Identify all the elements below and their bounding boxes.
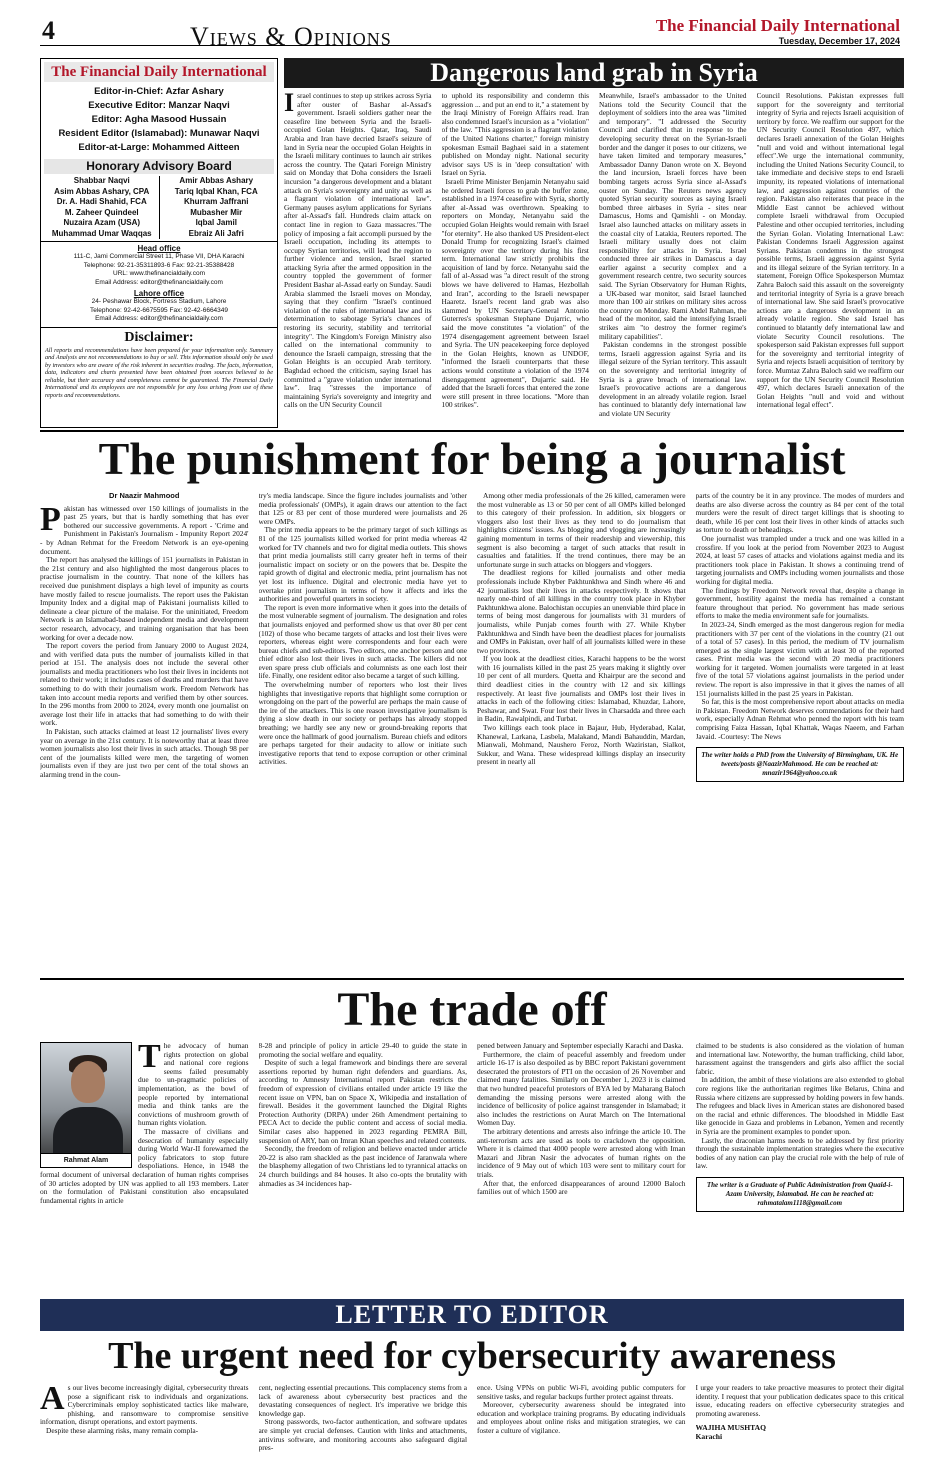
head-office-line: URL: www.thefinancialdaily.com: [113, 270, 205, 277]
letter-column: [259, 1384, 468, 1478]
article-column: [599, 92, 747, 426]
board-member: Tariq Iqbal Khan, FCA: [174, 186, 258, 196]
head-office-line: Email Address: editor@thefinancialdaily.com: [95, 278, 223, 286]
publication-date: Tuesday, December 17, 2024: [778, 36, 900, 46]
lahore-office-title: Lahore office: [133, 289, 185, 298]
dropcap: P: [40, 500, 61, 538]
paragraph: to uphold its responsibility and condemn this aggression ... and put an end to it," a statement by the Iraqi Ministry of Foreign Affairs read. Iran also condemned Israel's incursion as a "violation" of the law. "This aggression is a flagrant violation of the United Nations charter," foreign ministry spokesman Esmail Baghaei said in a statement published on Monday night. National security advisor says US is in 'deep consultation' with Israel on Syria.: [441, 92, 589, 178]
paragraph: After that, the enforced disappearances of around 12000 Baloch families out of which 1500 are: [477, 1178, 686, 1197]
author-photo-caption: Rahmat Alam: [41, 1153, 131, 1167]
dropcap: T: [138, 1042, 161, 1075]
article-column: [259, 492, 468, 974]
article-column: [40, 492, 249, 974]
paragraph: claimed to be students is also considered as the violation of human and international law. Noteworthy, the human trafficking, child labor, harassment against the transgenders and girls also afflict the social fabric.: [695, 1042, 904, 1076]
publication-name: The Financial Daily International: [655, 16, 900, 35]
paragraph: akistan has witnessed over 150 killings of journalists in the past 25 years, but that is hardly something that has ever bothered our successive governments. A report - 'Crime and Punishment in Pakistan's Journalism - Impunity Report 2024' - by Adnan Rehmat for the Freedom Network is an eye-opening document.: [40, 503, 249, 556]
paragraph: Furthermore, the claim of peaceful assembly and freedom under article 16-17 is also despoiled as by BBC report Pakistani government desecrated the protestors of PTI on the occasion of 26 November and claimed many fatalities. Similarly on December 1, 2023 it is claimed that two hundred peaceful protestors of BYA led by Maharang Baloch demanding the missing persons were arrested along with the incidence of bellicosity of police against transgender in Islamabad; it also includes the restrictions on Aurat March on The International Women Day.: [477, 1049, 686, 1128]
paragraph: Despite of such a legal framework and bindings there are several assertions reported by human right defenders and guardians. As, according to Amnesty International report Pakistan restricts the freedom of expression of civilians entailed under article 19 like the recent issue on VPN, ban on Space X, Wikipedia and installation of firewall. Besides it the government launched the Digital Rights Protection Authority (DRPA) under 26th Amendment pertaining to PECA Act to decide the public content and access of social media. Similar cases also happened in 2023 regarding PEMRA Bill, suspension of ARY, ban on Imran Khan speeches and related contents.: [258, 1058, 467, 1145]
byline: Dr Naazir Mahmood: [109, 492, 180, 500]
head-office-title: Head office: [137, 244, 181, 253]
divider: [40, 430, 904, 432]
paragraph: Two killings each took place in Bajaur, Hub, Hyderabad, Kalat, Khanewal, Larkana, Lasbela, Malakand, Mandi Bahauddin, Mardan, Mianwali, Mohmand, Naushero Feroz, North Waziristan, Sialkot, Sukkur, and Wana. These widespread killings display an insecurity present in nearly all: [477, 723, 686, 767]
paragraph: ence. Using VPNs on public Wi-Fi, avoiding public computers for sensitive tasks, and regular backups further protect against threats.: [477, 1384, 686, 1401]
advisory-board: [41, 174, 277, 242]
paragraph: try's media landscape. Since the figure includes journalists and 'other media professionals' (OMPs), it again draws our attention to the fact that 125 or 83 per cent of those murdered were journalists and 26 were OMPs.: [258, 492, 467, 526]
paragraph: The massacre of civilians and desecration of humanity especially during World War-II forewarned the policy fabricators to stop future despoliations. Hence, in 1948 the formal document of universal declaration of human rights comprises of 30 articles adopted by UN was applied to all 193 members. Later on the formulation of Pakistani constitution also encapsulated fundamental rights in article: [40, 1126, 249, 1205]
article-column: [259, 1042, 468, 1288]
advisory-board-left: [45, 176, 159, 239]
staff-line: Editor: Agha Masood Hussain: [91, 114, 227, 125]
board-member: Ebraiz Ali Jafri: [188, 228, 244, 238]
paragraph: Pakistan condemns in the strongest possible terms, Israeli aggression against Syria and its illegal seizure of the Syrian territory. This assault on the sovereignty and territorial integrity of Syria is a grave breach of international law. Israel's provocative actions are a dangerous development in an already volatile region. Israel has continued to blatantly defy international law and violate UN Security: [599, 340, 747, 418]
advisory-board-right: [159, 176, 274, 239]
board-member: Mubasher Mir: [190, 207, 243, 217]
writer-note: The writer is a Graduate of Public Administration from Quaid-i-Azam University, Islamabad. He can be reached at: rahmatalam1118@gmail.com: [696, 1177, 905, 1212]
paragraph: The deadliest regions for killed journalists and other media professionals include Khyber Pakhtunkhwa and Sindh where 46 and 42 journalists lost their lives in attacks respectively. It shows that nearly one-third of all killings in the country took place in Khyber Pakhtunkhwa alone. Balochistan occupies an unenviable third place in terms of being most dangerous for journalists with 31 murders of journalists, while Punjab comes fourth with 27. While Khyber Pakhtunkhwa and Sindh have been the deadliest places for journalists and OMPs in Pakistan, over half of all journalists killed were in these two provinces.: [477, 568, 686, 655]
paragraph: pened between January and September especially Karachi and Daska.: [477, 1042, 684, 1050]
article-column: [477, 1042, 686, 1288]
paragraph: One journalist was trampled under a truck and one was killed in a crossfire. If you look at the period from November 2023 to August 2024, at least 57 cases of attacks and violations against media and its practitioners took place in Pakistan. It shows a continuing trend of targeting journalists and OMPs including women journalists and those working for digital media.: [695, 533, 904, 586]
paragraph: In Pakistan, such attacks claimed at least 12 journalists' lives every year on average in the 21st century. It is noteworthy that at least three women journalists also lost their lives in such attacks. Though 98 per cent of the journalists killed were men, the targeting of women journalists even if they are just two per cent of the total shows an alarming trend in the coun-: [40, 727, 249, 779]
board-member: M. Zaheer Quindeel: [64, 207, 139, 217]
board-member: Khurram Jaffrani: [184, 197, 249, 206]
paragraph: Despite these alarming risks, many remain compla-: [46, 1425, 199, 1435]
article-headline-syria: Dangerous land grab in Syria: [284, 58, 904, 88]
divider: [40, 978, 904, 980]
staff-line: Editor-in-Chief: Azfar Ashary: [94, 86, 224, 97]
writer-note: The writer holds a PhD from the University of Birmingham, UK. He tweets/posts @NaazirMahmood. He can be reached at: mnazir1964@yahoo.co.uk: [696, 747, 905, 782]
paragraph: The arbitrary detentions and arrests also infringe the article 10. The anti-terrorism acts are used as tools to crackdown the opposition. Where it is claimed that 4000 people were arrested along with Iman Mazari and Jibran Nasir the advocates of human rights on the incidence of 9 May out of which 103 were sent to military court for trials.: [477, 1126, 686, 1179]
lahore-office-line: Telephone: 92-42-6675595 Fax: 92-42-6664349: [89, 306, 229, 314]
letter-headline: The urgent need for cybersecurity awareness: [108, 1335, 836, 1377]
paragraph: s our lives become increasingly digital, cybersecurity threats pose a significant risk to individuals and organizations. Cybercriminals employ sophisticated tactics like malware, phishing, and ransomware to compromise sensitive information, disrupt operations, and extort payments.: [40, 1384, 249, 1427]
section-title: Views & Opinions: [190, 22, 392, 51]
paragraph: 8-28 and principle of policy in article 29-40 to guide the state in promoting the social welfare and equality.: [258, 1042, 467, 1059]
disclaimer-text: All reports and recommendations have been prepared for your information only. Summary and Analysis are not recommendations to buy or sell. This information should only be used by investors who are aware of the risk inherent in securities trading. The facts, information, data, indicators and charts presented have been obtained from sources believed to be reliable, but their accuracy and completeness cannot be guaranteed. The Financial Daily International and its employees are not responsible for any loss arising from use of these reports and recommendations.: [45, 346, 273, 400]
head-office-line: 111-C, Jami Commercial Street 11, Phase VII, DHA Karachi: [73, 253, 245, 260]
dropcap: A: [40, 1384, 65, 1417]
paragraph: I urge your readers to take proactive measures to protect their digital identity. I request that your publication dedicates space to this critical issue, educating readers on effective cybersecurity strategies and promoting awareness.: [695, 1384, 904, 1418]
paragraph: Lastly, the draconian harms needs to be addressed by first priority through the sustainable implementation strategies where the executive bodies of any nation can play the crucial role with the help of rule of law.: [695, 1135, 904, 1171]
article-column: [284, 92, 432, 426]
article-headline-journalist: The punishment for being a journalist: [98, 433, 846, 484]
disclaimer-title: Disclaimer:: [41, 327, 277, 346]
letter-to-editor-banner: LETTER TO EDITOR: [40, 1299, 904, 1331]
article-column: [40, 1042, 249, 1288]
board-member: Shabbar Naqvi: [73, 176, 130, 185]
letter-body: [40, 1384, 904, 1478]
article-column: [696, 492, 905, 974]
article-column: [757, 92, 905, 426]
author-photo: [40, 1042, 132, 1168]
paragraph: parts of the country be it in any province. The modes of murders and deaths are also diverse across the country as 84 per cent of the total murders were the result of direct target killings that is shooting to death, while 16 per cent lost their lives in other kinds of attacks such as torture to death or beheadings.: [695, 492, 904, 535]
paragraph: In 2023-24, Sindh emerged as the most dangerous region for media practitioners with 37 per cent of the violations in the country (21 out of a total of 57 cases). In this period, the medium of TV journalism emerged as the single largest victim with at least 30 of the reported cases. Print media was the second with 20 media practitioners working for it targeted. Women journalists were targeted in at least five of the total 57 violations against journalists in the period under review. The report is also impressive in that it gives the names of all 151 journalists killed in the past 25 years in Pakistan.: [695, 619, 904, 698]
author-photo-body: [53, 1107, 123, 1157]
paragraph: Israeli Prime Minister Benjamin Netanyahu said he ordered Israeli forces to grab the buffer zone, established in a 1974 ceasefire with Syria, shortly after al-Assad was overthrown. Speaking to reporters on Monday, Netanyahu said the occupied Golan Heights would remain with Israel "for eternity". He also thanked US President-elect Donald Trump for recognizing Israel's claimed sovereignty over the territory during his first term. International law strictly prohibits the acquisition of land by force. Netanyahu said the fall of al-Assad was "a direct result of the strong blows we have delivered to Hamas, Hezbollah and Iran", according to the Israeli newspaper Haaretz. Israel's recent land grab was also slammed by UN Secretary-General Antonio Guterres's spokesman Stephane Dujarric, who said the move constitutes "a violation" of the 1974 disengagement agreement between Israel and Syria. The UN peacekeeping force deployed in the Golan Heights, known as UNDOF, "informed the Israeli counterparts that these actions would constitute a violation of the 1974 disengagement agreement", Dujarric said. He added that the Israeli forces that entered the zone were still present in three locations. "More than 100 strikes".: [441, 176, 589, 410]
paragraph: The overwhelming number of reporters who lost their lives highlights that investigative reports that highlight some corruption or wrongdoing on the part of the powerful are perhaps the main cause of the ire of the attackers. This is one reason investigative journalism is dying a slow death in our society or perhaps has already stopped breathing; we hardly see any new or ground-breaking reports that were once the hallmark of good journalism. Bureau chiefs and editors are perhaps targeted for their audacity to allow or initiate such investigative reports that tend to expose corruption or other criminal activities.: [258, 680, 467, 767]
paragraph: Strong passwords, two-factor authentication, and software updates are simple yet crucial defenses. Caution with links and attachments, antivirus software, and monitoring accounts also safeguard digital pres-: [258, 1417, 467, 1453]
staff-line: Editor-at-Large: Mohammed Aitteen: [78, 142, 240, 153]
paragraph: Moreover, cybersecurity awareness should be integrated into education and workplace training programs. By educating individuals and employees about online risks and mitigation strategies, we can foster a culture of vigilance.: [477, 1400, 686, 1435]
author-photo-face: [71, 1061, 105, 1103]
paragraph: The report is even more informative when it goes into the details of the most vulnerable segment of journalism. The designation and roles that journalists enjoyed and performed show us that over 80 per cent (102) of those who became targets of attacks and lost their lives were reporters, whereas eight were correspondents and four each were bureau chiefs and sub-editors. Two editors, one anchor person and one chief editor also lost their lives in such attacks. The killers did not even spare press club officials and columnists as one each lost their life. Finally, one resident editor also became a target of such killing.: [258, 602, 467, 681]
letter-column: [477, 1384, 686, 1478]
article-column: [696, 1042, 905, 1288]
board-member: Asim Abbas Ashary, CPA: [54, 186, 150, 196]
paragraph: The print media appears to be the primary target of such killings as 81 of the 125 journalists killed worked for print media whereas 42 worked for TV channels and two for digital media outlets. This shows that print media journalists still carry greater heft in terms of their journalistic impact on society or on the powers that be. Despite the rapid growth of digital and electronic media, print journalism has not yet lost its influence. Digital and electronic media have yet to overtake print journalism in terms of how it affects and irks the authorities and powerful quarters in society.: [258, 525, 467, 604]
paragraph: Council Resolutions. Pakistan expresses full support for the sovereignty and territorial integrity of Syria and rejects Israeli acquisition of territory by force. We reaffirm our support for the UN Security Council Resolution 497, which declares Israeli annexation of the Golan Heights "null and void and without international legal effect".We urge the international community, including the United Nations Security Council, to take immediate and decisive steps to end Israeli impunity, its repeated violations of international law, and aggression against countries of the region. Pakistan also reiterates that peace in the Middle East cannot be achieved without complete Israeli withdrawal from Occupied Palestine and other occupied territories, including the Syrian Golan. Violating International Law: Pakistan Condemns Israeli Aggression against Syrians. Pakistan condemns in the strongest possible terms, Israeli aggression against Syria and its illegal seizure of the Syrian territory. In a statement, Foreign Office Spokesperson Mumtaz Zahra Baloch said this assault on the sovereignty and territorial integrity of Syria is a grave breach of international law. She said Israel's provocative actions are a dangerous development in an already volatile region. She said Israel has continued to blatantly defy international law and violate Security Council resolutions. The spokesperson said Pakistan expresses full support for the sovereignty and territorial integrity of Syria and rejects Israeli acquisition of territory by force. Mumtaz Zahra Baloch said we reaffirm our support for the UN Security Council Resolution 497, which declares Israeli annexation of the Golan Heights "null and void and without international legal effect".: [756, 92, 904, 410]
staff-line: Resident Editor (Islamabad): Munawar Naqvi: [58, 128, 260, 139]
article-headline-trade-off: The trade off: [337, 983, 607, 1036]
board-member: Dr. A. Hadi Shahid, FCA: [56, 197, 147, 206]
paragraph: The findings by Freedom Network reveal that, despite a change in government, hostility against the media has remained a constant feature throughout that period. No government has made serious efforts to make the media environment safe for journalists.: [695, 585, 904, 621]
paragraph: Among other media professionals of the 26 killed, cameramen were the most vulnerable as 13 or 50 per cent of all OMPs killed belonged to this category of their profession. In addition, six bloggers or vloggers also lost their lives as they tend to do journalism that highlights citizens' issues. As blogging and vlogging are increasingly gaining momentum in terms of their readership and viewership, this segment is also becoming a target of such attacks that result in casualties and fatalities. If the trend continues, there may be an unfortunate surge in such attacks on bloggers and vloggers.: [477, 492, 686, 569]
paragraph: he advocacy of human rights protection on global and national core regions seems failed presumably due to un-pragmatic policies of implementation, as the bowl of people reported by international media and think tanks are the convictions of mushroom growth of human rights violation.: [138, 1042, 249, 1128]
letter-signature-city: Karachi: [695, 1431, 723, 1441]
board-member: Iqbal Jamil: [195, 218, 237, 227]
paragraph: In addition, the ambit of these violations are also extended to global core regions like the authoritarian regimes like Belarus, China and Russia where citizens are suppressed by holding powers in few hands. The refugees and black lives in American states are dishonored based on the racial and ethnic differences. The bloodshed in Middle East like genocide in Gaza and problems in Lebanon, Yemen and recently in Syria are the prominent examples to ponder upon.: [695, 1075, 904, 1136]
board-member: Nuzaira Azam (USA): [63, 218, 141, 227]
page-header: [40, 12, 900, 51]
head-office-line: Telephone: 92-21-35311893-6 Fax: 92-21-35388428: [83, 261, 235, 269]
lahore-office-line: 24- Peshawar Block, Fortress Stadium, Lahore: [91, 298, 227, 305]
board-member: Amir Abbas Ashary: [179, 176, 254, 185]
paragraph: The report has analysed the killings of 151 journalists in Pakistan in the 21st century and also highlighted the most dangerous places to practise journalism in the country. That none of the killers has received due punishment displays a high level of impunity as courts have mostly failed to rescue journalists. The report uses the Pakistan Impunity Index and a digital map of Pakistani journalists killed to delineate a clear picture of the malaise. For the uninitiated, Freedom Network is an Islamabad-based independent media and development sector research, advocacy, and training organisation that has been working for over a decade now.: [40, 555, 249, 642]
paragraph: Secondly, the freedom of religion and believe enacted under article 20-22 is also ram shackled as the past incidence of Jaranwala where the blasphemy allegation of two Christians led to tyrannical attacks on 24 church buildings and 84 houses. It also co-opts the brutality with ahmadies as 34 incidences hap-: [258, 1144, 467, 1188]
dropcap: I: [284, 92, 295, 117]
paragraph: If you look at the deadliest cities, Karachi happens to be the worst with 16 journalists killed in the past 25 years making it slightly over 10 per cent of all murders. Quetta and Khairpur are the second and third deadliest cities in the country with 12 and six killings respectively. At least five journalists and OMPs lost their lives in attacks in each of the following cities: Islamabad, Khuzdar, Lahore, Peshawar, and Swat. Four lost their lives in Charsadda and three each in Badin, Rawalpindi, and Turbat.: [477, 654, 686, 724]
paragraph: srael continues to step up strikes across Syria after ouster of Bashar al-Assad's government. Israeli soldiers gather near the ceasefire line between Syria and the Israeli-occupied Golan Heights. Qatar, Iraq, Saudi Arabia and Iran have decried Israel's seizure of land in Syria near the occupied Golan Heights in the Israeli military continues to launch air strikes across the country. The Qatari Foreign Ministry said on Monday that Doha considers the Israeli incursion "a dangerous development and a blatant attack on Syria's sovereignty and unity as well as a flagrant violation of international law". Germany pauses asylum applications for Syrians after al-Assad's fall. Hundreds claim attack on contact line in region to Gaza massacres."The policy of imposing a fait accompli pursued by the Israeli occupation, including its attempts to occupy Syrian territories, will lead the region to further violence and tension, Israel started attacking Syria after the armed opposition in the country toppled the government of former President Bashar al-Assad early on Sunday. Saudi Arabia slammed the Israeli moves on Monday, saying that they confirm "Israel's continued violation of the rules of international law and its determination to sabotage Syria's chances of restoring its security, stability and territorial integrity". The Kingdom's Foreign Ministry also called on the international community to denounce the Israeli campaign, stressing that the Golan Heights is an occupied Arab territory. Baghdad echoed the criticism, saying Israel has committed a "grave violation under international law". Iraq "stresses the importance of maintaining Syria's sovereignty and integrity and calls on the UN Security Council: [284, 92, 432, 410]
letter-signature-name: WAJIHA MUSHTAQ: [695, 1423, 767, 1433]
page-number: 4: [42, 16, 55, 45]
letter-column: [40, 1384, 249, 1478]
article-column: [442, 92, 590, 426]
paragraph: cent, neglecting essential precautions. This complacency stems from a lack of awareness about cybersecurity best practices and the devastating consequences of neglect. It's imperative we bridge this knowledge gap.: [258, 1384, 467, 1418]
staff-line: Executive Editor: Manzar Naqvi: [88, 100, 230, 111]
article-body-syria: [284, 92, 904, 426]
masthead-box: [40, 58, 278, 428]
lahore-office-line: Email Address: editor@thefinancialdaily.com: [95, 315, 223, 322]
article-body-trade-off: [40, 1042, 904, 1288]
letter-column: [696, 1384, 905, 1478]
article-column: [477, 492, 686, 974]
paragraph: The report covers the period from January 2000 to August 2024, and with verified data puts the number of journalists killed in that period at 151. The analysis does not include the several other journalists and media practitioners who lost their lives in incidents not related to their work; it includes cases of deaths and murders that have something to do with their journalism work. Freedom Network has taken into account media reports and verified them by other sources. In the 296 months from 2000 to 2024, every month one journalist on average lost their life in attacks that had something to do with their work.: [40, 641, 249, 728]
paragraph: So far, this is the most comprehensive report about attacks on media in Pakistan. Freedom Network deserves commendations for their hard work, especially Adnan Rehmat who penned the report with his team comprising Faiza Hassan, Iqbal Khattak, Waqas Naeem, and Farhan Javaid. -Courtesy: The News: [695, 697, 904, 741]
article-body-journalist: [40, 492, 904, 974]
paragraph: Meanwhile, Israel's ambassador to the United Nations told the Security Council that the deployment of soldiers into the area was "limited and temporary". "I addressed the Security Council and clarified that in response to the developing security threat on the Syrian-Israeli border and the danger it poses to our citizens, we have taken limited and temporary measures," Ambassador Danny Danon wrote on X. Beyond the land incursion, Israeli forces have been bombing targets across Syria since al-Assad's ouster on Sunday. The Reuters news agency quoted Syrian security sources as saying Israeli bombed three airbases in Syria - sites near Damascus, Homs and Qamishli - on Monday. Israel also launched attacks on military assets in the coastal city of Latakia, Reuters reported. The Israeli military usually does not claim responsibility for attacks in Syria. Israel conducted three air strikes in Damascus a day earlier against a security complex and a government research centre, two security sources said. The Syrian Observatory for Human Rights, a UK-based war monitor, said Israel launched more than 100 air strikes on military sites across the country on Monday. Rami Abdel Rahman, the head of the monitor, said the intensifying Israeli strikes aim "to destroy the former regime's military capabilities".: [599, 92, 747, 341]
board-member: Muhammad Umar Waqqas: [51, 228, 152, 238]
advisory-board-title: Honorary Advisory Board: [44, 159, 274, 174]
masthead-name: The Financial Daily International: [44, 62, 274, 82]
